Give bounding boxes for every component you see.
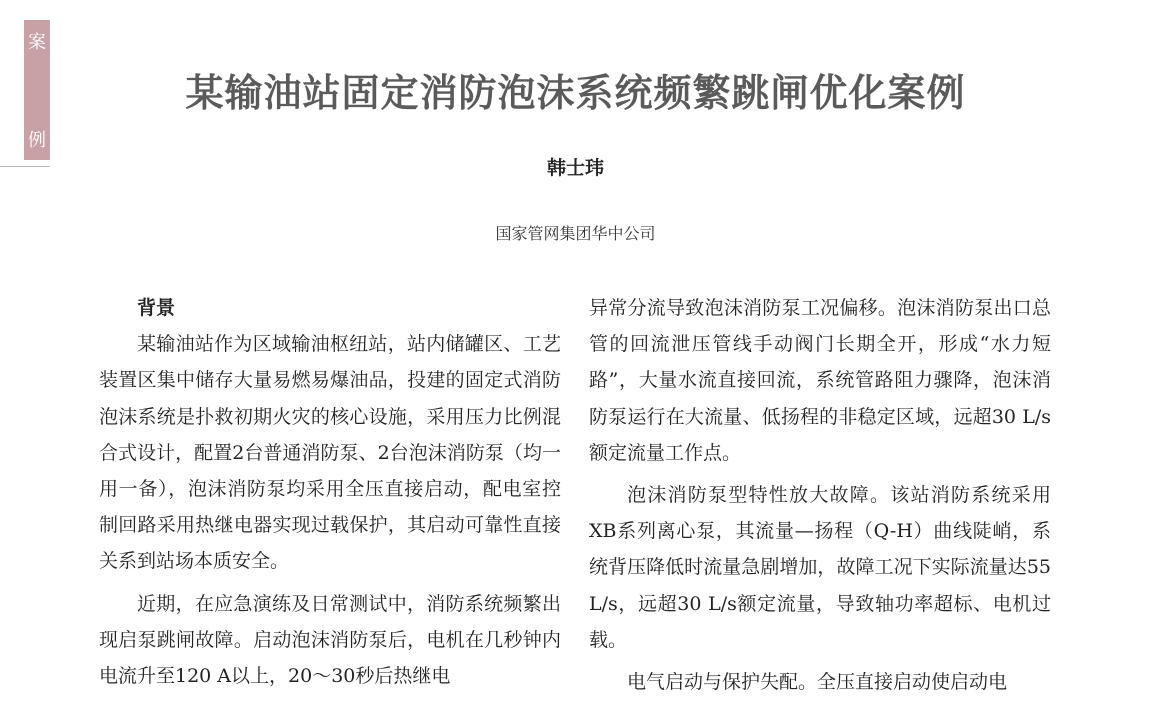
body-column-left (99, 290, 561, 700)
section-tag-char-top: 案 (28, 32, 46, 53)
article-title: 某输油站固定消防泡沫系统频繁跳闸优化案例 (185, 71, 966, 115)
body-column-right (589, 290, 1051, 706)
body-paragraph: 异常分流导致泡沫消防泵工况偏移。泡沫消防泵出口总管的回流泄压管线手动阀门长期全开，形成“水力短路”，大量水流直接回流，系统管路阻力骤降，泡沫消防泵运行在大流量、低扬程的非稳定区域，远超30 L/s额定流量工作点。 (589, 297, 1051, 464)
article-author: 韩士玮 (546, 157, 604, 179)
section-heading-background: 背景 (137, 297, 176, 319)
body-paragraph: 近期，在应急演练及日常测试中，消防系统频繁出现启泵跳闸故障。启动泡沫消防泵后，电机在几秒钟内电流升至120 A以上，20～30秒后热继电 (99, 592, 561, 688)
body-paragraph: 电气启动与保护失配。全压直接启动使启动电 (627, 671, 1008, 694)
body-paragraph: 泡沫消防泵型特性放大故障。该站消防系统采用XB系列离心泵，其流量—扬程（Q-H）曲线陡峭，系统背压降低时流量急剧增加，故障工况下实际流量达55 L/s，远超30 L/s额定流量，导致轴功率超标、电机过载。 (589, 484, 1051, 651)
article-affiliation: 国家管网集团华中公司 (495, 224, 656, 243)
section-tag-char-bottom: 例 (28, 130, 46, 151)
body-paragraph: 某输油站作为区域输油枢纽站，站内储罐区、工艺装置区集中储存大量易燃易爆油品，投建的固定式消防泡沫系统是扑救初期火灾的核心设施，采用压力比例混合式设计，配置2台普通消防泵、2台泡沫消防泵（均一用一备），泡沫消防泵均采用全压直接启动，配电室控制回路采用热继电器实现过载保护，其启动可靠性直接关系到站场本质安全。 (99, 333, 561, 573)
